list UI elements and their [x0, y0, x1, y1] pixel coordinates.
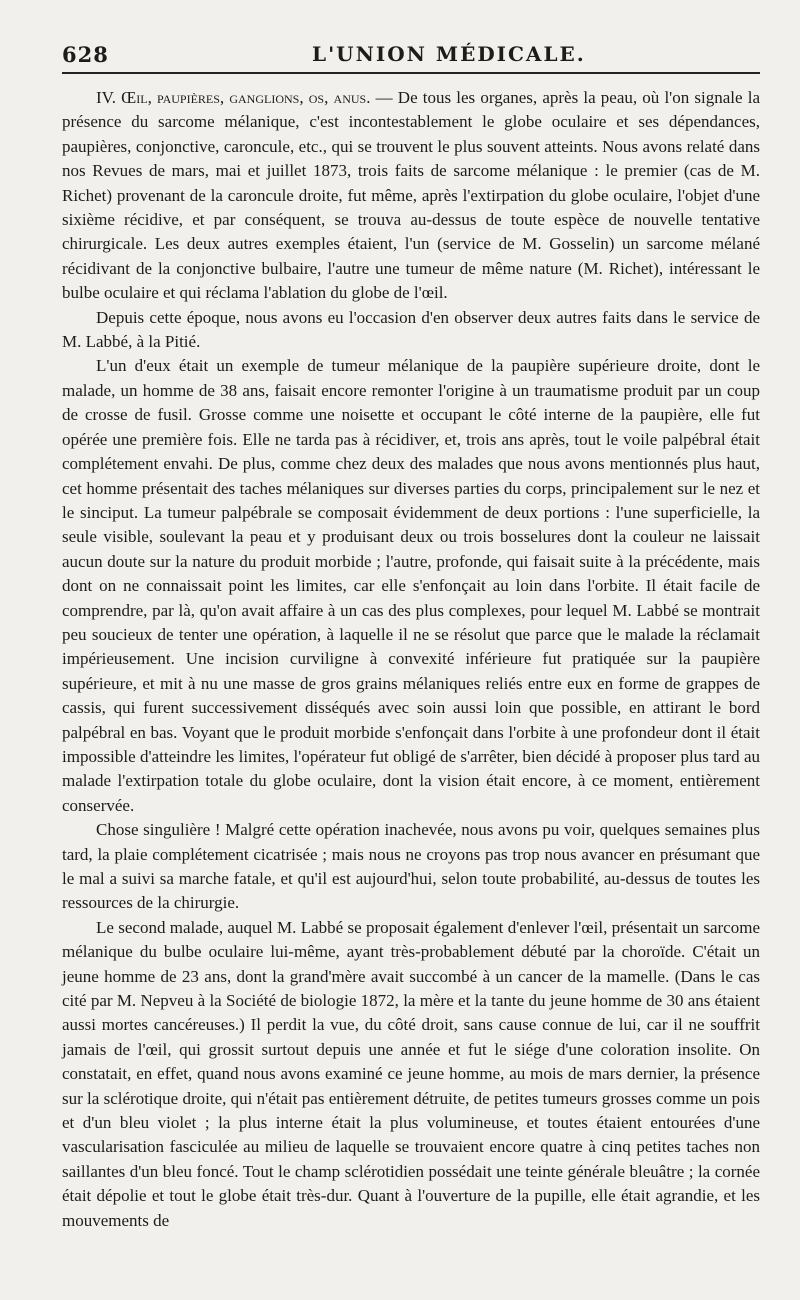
- section-heading: IV. Œil, paupières, ganglions, os, anus.: [96, 88, 371, 107]
- page-number: 628: [62, 42, 109, 67]
- paragraph-labbe-cases: Depuis cette époque, nous avons eu l'occasion d'en observer deux autres faits dans le service de M. Labbé, à la Pitié.: [62, 307, 760, 352]
- paragraph-text: — De tous les organes, après la peau, où l'on signale la présence du sarcome mélanique, c'est incontestablement le globe oculaire et ses dépendances, paupières, conjonctive, caroncule, etc., qui se trouvent le plus souvent atteints. Nous avons relaté dans nos Revues de mars, mai et juillet 1873, trois faits de sarcome mélanique : le premier (cas de M. Richet) provenant de la caroncule droite, fut même, après l'extirpation du globe oculaire, l'objet d'une sixième récidive, et par conséquent, se trouva au-dessus de toute espèce de nouvelle tentative chirurgicale. Les deux autres exemples étaient, l'un (service de M. Gosselin) un sarcome mélané récidivant de la conjonctive bulbaire, l'autre une tumeur de même nature (M. Richet), intéressant le bulbe oculaire et qui réclama l'ablation du globe de l'œil.: [62, 88, 761, 303]
- header-rule: [62, 72, 760, 74]
- paragraph-outcome: Chose singulière ! Malgré cette opération inachevée, nous avons pu voir, quelques semaines plus tard, la plaie complétement cicatrisée ; mais nous ne croyons pas trop nous avancer en présumant que le mal a suivi sa marche fatale, et qu'il est aujourd'hui, selon toute probabilité, au-dessus de toutes les ressources de la chirurgie.: [62, 820, 760, 913]
- paragraph-first-case: L'un d'eux était un exemple de tumeur mélanique de la paupière supérieure droite, dont le malade, un homme de 38 ans, faisait encore remonter l'origine à un traumatisme produit par un coup de crosse de fusil. Grosse comme une noisette et occupant le côté interne de la paupière, elle fut opérée une première fois. Elle ne tarda pas à récidiver, et, trois ans après, tout le voile palpébral était complétement envahi. De plus, comme chez deux des malades que nous avons mentionnés plus haut, cet homme présentait des taches mélaniques sur diverses parties du corps, principalement sur le nez et le sinciput. La tumeur palpébrale se composait évidemment de deux portions : l'une superficielle, la seule visible, soulevant la peau et y produisant deux ou trois bosselures dont la couleur ne laissait aucun doute sur la nature du produit morbide ; l'autre, profonde, qui faisait suite à la précédente, mais dont on ne connaissait point les limites, car elle s'enfonçait au loin dans l'orbite. Il était facile de comprendre, par là, qu'on avait affaire à un cas des plus complexes, pour lequel M. Labbé se montrait peu soucieux de tenter une opération, à laquelle il ne se résolut que parce que le malade la réclamait impérieusement. Une incision curviligne à convexité inférieure fut pratiquée sur la paupière supérieure, et mit à nu une masse de gros grains mélaniques reliés entre eux en forme de grappes de cassis, qui furent successivement disséqués avec soin aussi loin que possible, en attirant le bord palpébral en bas. Voyant que le produit morbide s'enfonçait dans l'orbite à une profondeur dont il était impossible d'atteindre les limites, l'opérateur fut obligé de s'arrêter, bien décidé à proposer plus tard au malade l'extirpation totale du globe oculaire, dont la vision était encore, à ce moment, entièrement conservée.: [62, 356, 760, 815]
- paragraph-second-case: Le second malade, auquel M. Labbé se proposait également d'enlever l'œil, présentait un sarcome mélanique du bulbe oculaire lui-même, ayant très-probablement débuté par la choroïde. C'était un jeune homme de 23 ans, dont la grand'mère avait succombé à un cancer de la mamelle. (Dans le cas cité par M. Nepveu à la Société de biologie 1872, la mère et la tante du jeune homme de 30 ans étaient aussi mortes cancéreuses.) Il perdit la vue, du côté droit, sans cause connue de lui, car il ne souffrit jamais de l'œil, qui grossit surtout depuis une année et fut le siége d'une coloration insolite. On constatait, en effet, quand nous avons examiné ce jeune homme, au mois de mars dernier, la présence sur la sclérotique droite, qui n'était pas entièrement détruite, de petites tumeurs grosses comme un pois et d'un bleu violet ; la plus interne était la plus volumineuse, et toutes étaient entourées d'une vascularisation fasciculée au milieu de laquelle se trouvaient encore quatre à cinq petites taches non saillantes d'un bleu foncé. Tout le champ sclérotidien possédait une teinte générale bleuâtre ; la cornée était dépolie et tout le globe était très-dur. Quant à l'ouverture de la pupille, elle était agrandie, et les mouvements de: [62, 917, 760, 1230]
- article-body: [62, 86, 760, 1233]
- paragraph-section-iv: [62, 86, 760, 306]
- running-head: [62, 36, 758, 70]
- journal-title: L'UNION MÉDICALE.: [312, 42, 586, 66]
